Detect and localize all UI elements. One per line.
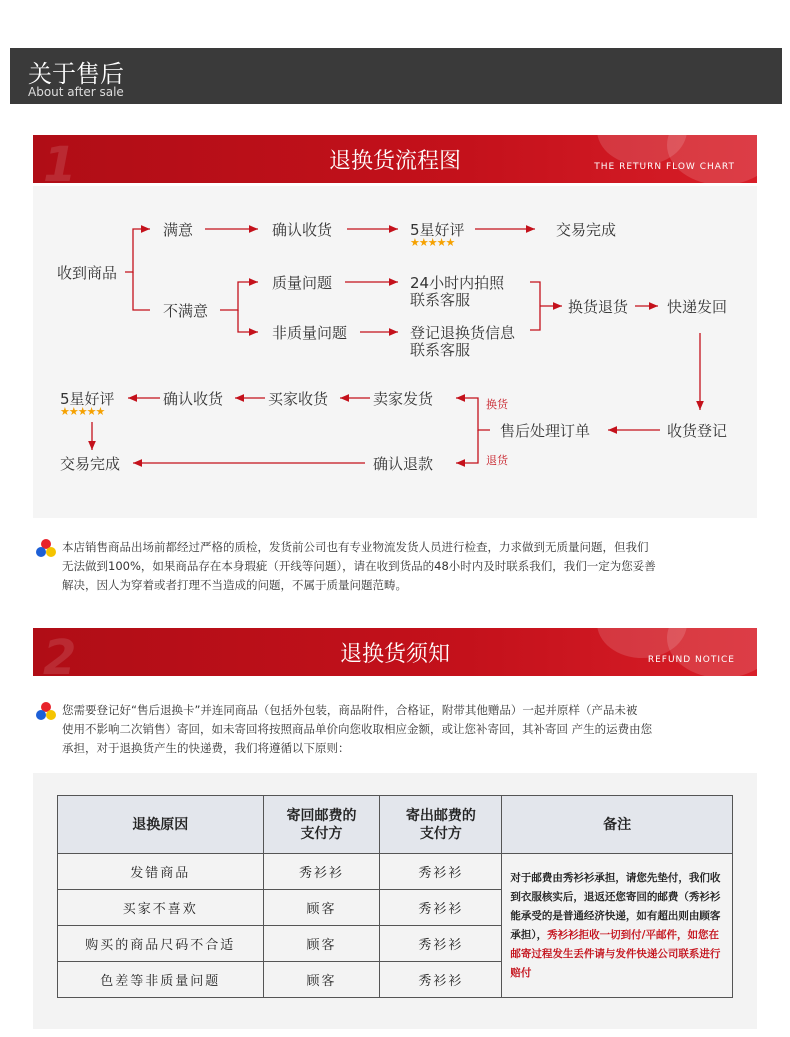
cell-note (502, 854, 733, 998)
section-number: 2 (43, 630, 77, 676)
col-header-reason: 退换原因 (58, 796, 264, 854)
flow-confirm-receipt-2: 确认收货 (163, 390, 224, 408)
cell-return-payer: 顾客 (263, 890, 380, 926)
col-header-send-payer: 寄出邮费的支付方 (380, 796, 502, 854)
cell-send-payer: 秀衫衫 (380, 926, 502, 962)
flow-photo-24h-line1: 24小时内拍照 (410, 274, 505, 292)
quality-paragraph (62, 538, 742, 595)
flow-register-line1: 登记退换货信息 (410, 324, 516, 342)
note-black-text: 对于邮费由秀衫衫承担，请您先垫付，我们收到衣服核实后，退返还您寄回的邮费（秀衫衫能承受的是普通经济快递，如有超出则由顾客承担）， (510, 871, 721, 941)
flow-after-sale-order: 售后处理订单 (500, 422, 591, 440)
section-title: 退换货须知 (339, 642, 450, 667)
notice-paragraph-line: 您需要登记好“售后退换卡”并连同商品（包括外包装，商品附件，合格证，附带其他赠品）一起并原样（产品未被 (62, 703, 638, 717)
cell-return-payer: 顾客 (263, 926, 380, 962)
section-subtitle: THE RETURN FLOW CHART (594, 162, 735, 172)
color-dots-icon (36, 539, 56, 559)
flow-express-back: 快递发回 (667, 298, 728, 316)
flow-confirm-receipt-1: 确认收货 (272, 221, 333, 239)
flow-quality-issue: 质量问题 (272, 274, 333, 292)
cell-reason: 购买的商品尺码不合适 (58, 926, 264, 962)
quality-paragraph-line: 解决，因人为穿着或者打理不当造成的问题，不属于质量问题范畴。 (62, 578, 407, 592)
header-title-en: About after sale (28, 85, 124, 99)
table-row (58, 854, 733, 890)
flow-unsatisfied: 不满意 (163, 302, 209, 320)
col-header-return-payer: 寄回邮费的支付方 (263, 796, 380, 854)
tag-exchange: 换货 (486, 398, 508, 411)
cell-send-payer: 秀衫衫 (380, 854, 502, 890)
note-red-text: 秀衫衫拒收一切到付/平邮件，如您在邮寄过程发生丢件请与发件快递公司联系进行赔付 (510, 928, 721, 979)
refund-notice-banner (33, 628, 757, 676)
table-header-row (58, 796, 733, 854)
flow-receive-register: 收货登记 (667, 422, 728, 440)
cell-return-payer: 顾客 (263, 962, 380, 998)
cell-send-payer: 秀衫衫 (380, 890, 502, 926)
flow-non-quality-issue: 非质量问题 (272, 324, 348, 342)
flow-deal-done-2: 交易完成 (60, 455, 121, 473)
notice-paragraph-line: 承担，对于退换货产生的快递费，我们将遵循以下原则： (62, 741, 350, 755)
cell-reason: 色差等非质量问题 (58, 962, 264, 998)
cell-reason: 发错商品 (58, 854, 264, 890)
flow-exchange-return: 换货退货 (568, 298, 629, 316)
tag-refund: 退货 (486, 454, 508, 467)
flow-confirm-refund: 确认退款 (373, 455, 434, 473)
shipping-fee-table (57, 795, 733, 998)
flow-five-star-2: 5星好评 (60, 390, 115, 408)
color-dots-icon (36, 702, 56, 722)
flow-seller-ship: 卖家发货 (373, 390, 434, 408)
flow-receive-goods: 收到商品 (57, 264, 118, 282)
section-title: 退换货流程图 (328, 149, 461, 174)
flow-five-star-1: 5星好评 (410, 221, 465, 239)
notice-paragraph-line: 使用不影响二次销售）寄回，如未寄回将按照商品单价向您收取相应金额，或让您补寄回，其补寄回 产生的运费由您 (62, 722, 653, 736)
cell-send-payer: 秀衫衫 (380, 962, 502, 998)
header-title-cn: 关于售后 (28, 60, 124, 88)
quality-paragraph-line: 无法做到100%，如果商品存在本身瑕疵（开线等问题），请在收到货品的48小时内及时联系我们，我们一定为您妥善 (62, 559, 656, 573)
flow-register-line2: 联系客服 (410, 341, 471, 359)
flow-satisfied: 满意 (163, 221, 194, 239)
stars-1: ★★★★★ (410, 236, 455, 249)
col-header-note: 备注 (502, 796, 733, 854)
flow-deal-done-1: 交易完成 (556, 221, 617, 239)
stars-2: ★★★★★ (60, 405, 105, 418)
cell-reason: 买家不喜欢 (58, 890, 264, 926)
flow-photo-24h-line2: 联系客服 (410, 291, 471, 309)
notice-paragraph (62, 701, 742, 758)
cell-return-payer: 秀衫衫 (263, 854, 380, 890)
quality-paragraph-line: 本店销售商品出场前都经过严格的质检，发货前公司也有专业物流发货人员进行检查，力求做到无质量问题，但我们 (62, 540, 649, 554)
flow-buyer-receive: 买家收货 (268, 390, 329, 408)
section-subtitle: REFUND NOTICE (647, 655, 735, 665)
section-number: 1 (43, 137, 77, 183)
